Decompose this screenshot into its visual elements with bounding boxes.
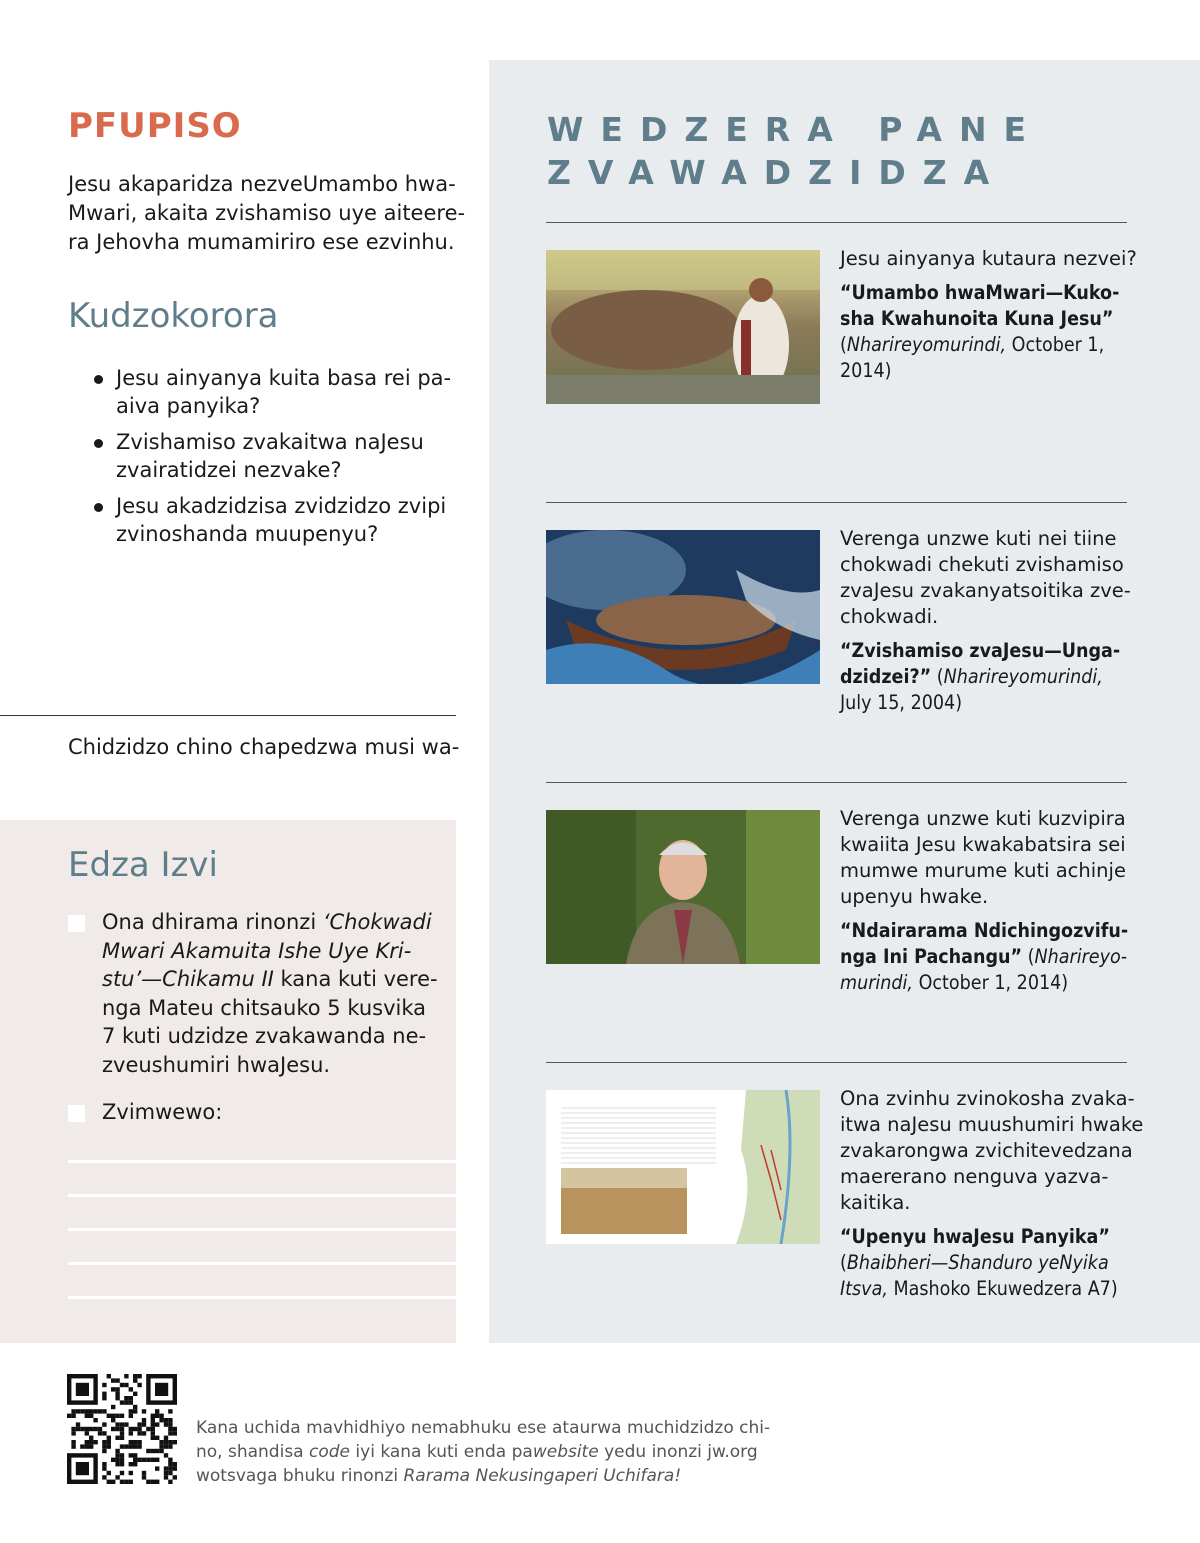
- text-segment: zvaJesu zvakanyatsoitika zve-: [840, 579, 1131, 602]
- more-heading: [547, 108, 1043, 194]
- text-segment: nga Mateu chitsauko 5 kusvika: [102, 995, 427, 1020]
- write-line[interactable]: [68, 1194, 456, 1197]
- text-segment: Mwari Akamuita Ishe Uye Kri-: [102, 938, 412, 963]
- text-line: [840, 1086, 1135, 1112]
- text-segment: “Upenyu hwaJesu Panyika”: [840, 1225, 1110, 1248]
- map-and-table-image: [546, 1090, 820, 1244]
- text-line: [840, 358, 1130, 384]
- resource-reference-link[interactable]: [840, 638, 1130, 716]
- qr-code[interactable]: [67, 1374, 177, 1484]
- text-line: [840, 1224, 1130, 1250]
- text-segment: kaitika.: [840, 1191, 911, 1214]
- text-line: [840, 1276, 1130, 1302]
- text-line: [102, 908, 438, 937]
- heading-line: WEDZERA PANE: [547, 110, 1044, 149]
- text-line: [116, 456, 451, 484]
- text-segment: chokwadi.: [840, 605, 939, 628]
- text-line: [116, 492, 451, 520]
- text-line: [196, 1464, 770, 1488]
- text-segment: kana kuti vere-: [273, 967, 438, 992]
- text-segment: Mwari, akaita zvishamiso uye aiteere-: [68, 201, 466, 225]
- write-line[interactable]: [68, 1262, 456, 1265]
- resource-description: [840, 1086, 1144, 1216]
- text-line: [840, 970, 1130, 996]
- checkbox[interactable]: [68, 915, 85, 932]
- text-segment: ra Jehovha mumamiriro ese ezvinhu.: [68, 230, 455, 254]
- text-segment: Nharireyomurindi,: [846, 333, 1007, 356]
- text-line: [840, 578, 1130, 604]
- text-segment: “Umambo hwaMwari—Kuko-: [840, 281, 1120, 304]
- text-segment: maererano nenguva yazva-: [840, 1165, 1109, 1188]
- text-line: [102, 1022, 438, 1051]
- text-segment: “Zvishamiso zvaJesu—Unga-: [840, 639, 1121, 662]
- task-text: [102, 908, 438, 1080]
- text-segment: sha Kwahunoita Kuna Jesu”: [840, 307, 1114, 330]
- text-line: [116, 392, 451, 420]
- text-segment: Jesu ainyanya kutaura nezvei?: [840, 247, 1137, 270]
- review-question: [90, 492, 451, 548]
- text-segment: murindi,: [840, 971, 914, 994]
- text-segment: zvinoshanda muupenyu?: [116, 522, 379, 546]
- text-segment: Rarama Nekusingaperi Uchifara!: [403, 1466, 682, 1486]
- text-segment: zvakarongwa zvichitevedzana: [840, 1139, 1133, 1162]
- text-segment: Mashoko Ekuwedzera A7): [887, 1277, 1118, 1300]
- text-line: [68, 228, 465, 257]
- text-line: [102, 937, 438, 966]
- text-line: [116, 364, 451, 392]
- summary-text: [68, 170, 465, 257]
- text-segment: 7 kuti udzidze zvakawanda ne-: [102, 1024, 427, 1049]
- jesus-teaching-crowd-image: [546, 250, 820, 404]
- text-segment: Ona zvinhu zvinokosha zvaka-: [840, 1087, 1135, 1110]
- resource-reference-link[interactable]: [840, 918, 1130, 996]
- text-segment: mumwe murume kuti achinje: [840, 859, 1126, 882]
- text-line: [102, 1051, 438, 1080]
- text-segment: Ona dhirama rinonzi: [102, 910, 323, 934]
- text-segment: Itsva,: [840, 1277, 888, 1300]
- activity-heading: Edza Izvi: [68, 845, 218, 885]
- text-line: [840, 526, 1130, 552]
- text-segment: October 1, 2014): [913, 971, 1069, 994]
- text-segment: code: [309, 1442, 350, 1462]
- text-segment: Kana uchida mavhidhiyo nemabhuku ese ataurwa muchidzidzo chi-: [196, 1418, 771, 1438]
- write-line[interactable]: [68, 1160, 456, 1163]
- text-segment: website: [532, 1442, 599, 1462]
- text-segment: zveushumiri hwaJesu.: [102, 1052, 331, 1077]
- divider: [546, 782, 1127, 783]
- text-line: [840, 638, 1130, 664]
- text-line: [840, 690, 1130, 716]
- text-line: [840, 664, 1130, 690]
- text-segment: Jesu akaparidza nezveUmambo hwa-: [68, 172, 456, 196]
- review-question: [90, 364, 451, 420]
- resource-item: [840, 526, 1130, 716]
- text-segment: Verenga unzwe kuti nei tiine: [840, 527, 1117, 550]
- text-segment: kwaiita Jesu kwakabatsira sei: [840, 833, 1126, 856]
- review-questions: [90, 364, 451, 556]
- divider: [546, 222, 1127, 223]
- text-line: [196, 1416, 770, 1440]
- text-segment: Jesu ainyanya kuita basa rei pa-: [116, 366, 452, 390]
- resource-item: [840, 1086, 1144, 1302]
- text-segment: July 15, 2004): [840, 691, 963, 714]
- text-line: [102, 1098, 438, 1127]
- text-line: [840, 246, 1137, 272]
- text-line: [102, 994, 438, 1023]
- text-segment: Zvimwewo:: [102, 1099, 223, 1124]
- resource-reference-link[interactable]: [840, 280, 1130, 384]
- text-segment: no, shandisa: [196, 1442, 309, 1462]
- text-line: [196, 1440, 770, 1464]
- text-segment: ‘Chokwadi: [322, 910, 432, 934]
- resource-description: [840, 246, 1137, 272]
- text-line: [102, 965, 438, 994]
- text-line: [840, 552, 1130, 578]
- text-line: [116, 520, 451, 548]
- divider: [546, 1062, 1127, 1063]
- text-segment: yedu inonzi jw.org: [598, 1442, 758, 1462]
- divider: [0, 715, 456, 716]
- activity-tasks: [68, 908, 438, 1144]
- resource-reference-link[interactable]: [840, 1224, 1130, 1302]
- heading-line: ZVAWADZIDZA: [547, 153, 1007, 192]
- resource-item: [840, 246, 1137, 384]
- text-segment: (: [1022, 945, 1035, 968]
- completion-note: Chidzidzo chino chapedzwa musi wa-: [68, 735, 460, 759]
- text-line: [68, 199, 465, 228]
- text-segment: Zvishamiso zvakaitwa naJesu: [116, 430, 424, 454]
- text-line: [840, 1138, 1133, 1164]
- text-line: [840, 944, 1130, 970]
- resource-description: [840, 806, 1130, 910]
- text-segment: Nharireyo-: [1034, 945, 1128, 968]
- summary-heading: PFUPISO: [68, 106, 242, 146]
- text-segment: 2014): [840, 359, 892, 382]
- text-line: [116, 428, 451, 456]
- text-segment: “Ndairarama Ndichingozvifu-: [840, 919, 1129, 942]
- text-segment: zvairatidzei nezvake?: [116, 458, 342, 482]
- text-segment: wotsvaga bhuku rinonzi: [196, 1466, 404, 1486]
- text-segment: nga Ini Pachangu”: [840, 945, 1023, 968]
- text-segment: itwa naJesu muushumiri hwake: [840, 1113, 1144, 1136]
- text-segment: stu’—Chikamu II: [102, 967, 274, 992]
- divider: [546, 502, 1127, 503]
- text-segment: dzidzei?”: [840, 665, 932, 688]
- text-line: [840, 832, 1130, 858]
- text-segment: iyi kana kuti enda pa: [350, 1442, 533, 1462]
- text-segment: Nharireyomurindi,: [943, 665, 1103, 688]
- resource-item: [840, 806, 1130, 996]
- text-line: [840, 604, 1130, 630]
- man-portrait-image: [546, 810, 820, 964]
- task-item: [68, 908, 438, 1080]
- text-segment: (: [931, 665, 944, 688]
- boat-in-storm-image: [546, 530, 820, 684]
- text-line: [840, 332, 1130, 358]
- text-segment: (: [840, 333, 847, 356]
- review-question: [90, 428, 451, 484]
- text-line: [840, 1190, 1130, 1216]
- text-segment: Bhaibheri—Shanduro yeNyika: [846, 1251, 1109, 1274]
- text-line: [840, 1112, 1144, 1138]
- footer-text: [196, 1416, 770, 1488]
- text-segment: upenyu hwake.: [840, 885, 989, 908]
- write-line[interactable]: [68, 1296, 456, 1299]
- text-segment: Jesu akadzidzisa zvidzidzo zvipi: [116, 494, 447, 518]
- text-line: [68, 170, 465, 199]
- text-segment: Verenga unzwe kuti kuzvipira: [840, 807, 1126, 830]
- resource-description: [840, 526, 1130, 630]
- text-segment: aiva panyika?: [116, 394, 261, 418]
- text-line: [840, 806, 1130, 832]
- task-text: [102, 1098, 438, 1127]
- text-segment: chokwadi chekuti zvishamiso: [840, 553, 1124, 576]
- text-line: [840, 306, 1130, 332]
- text-line: [840, 1250, 1130, 1276]
- text-line: [840, 884, 1130, 910]
- text-line: [840, 1164, 1130, 1190]
- write-line[interactable]: [68, 1228, 456, 1231]
- review-heading: Kudzokorora: [68, 296, 279, 336]
- task-item: [68, 1098, 438, 1127]
- text-line: [840, 280, 1130, 306]
- text-line: [840, 858, 1130, 884]
- text-segment: October 1,: [1006, 333, 1105, 356]
- text-segment: (: [840, 1251, 847, 1274]
- checkbox[interactable]: [68, 1105, 85, 1122]
- text-line: [840, 918, 1130, 944]
